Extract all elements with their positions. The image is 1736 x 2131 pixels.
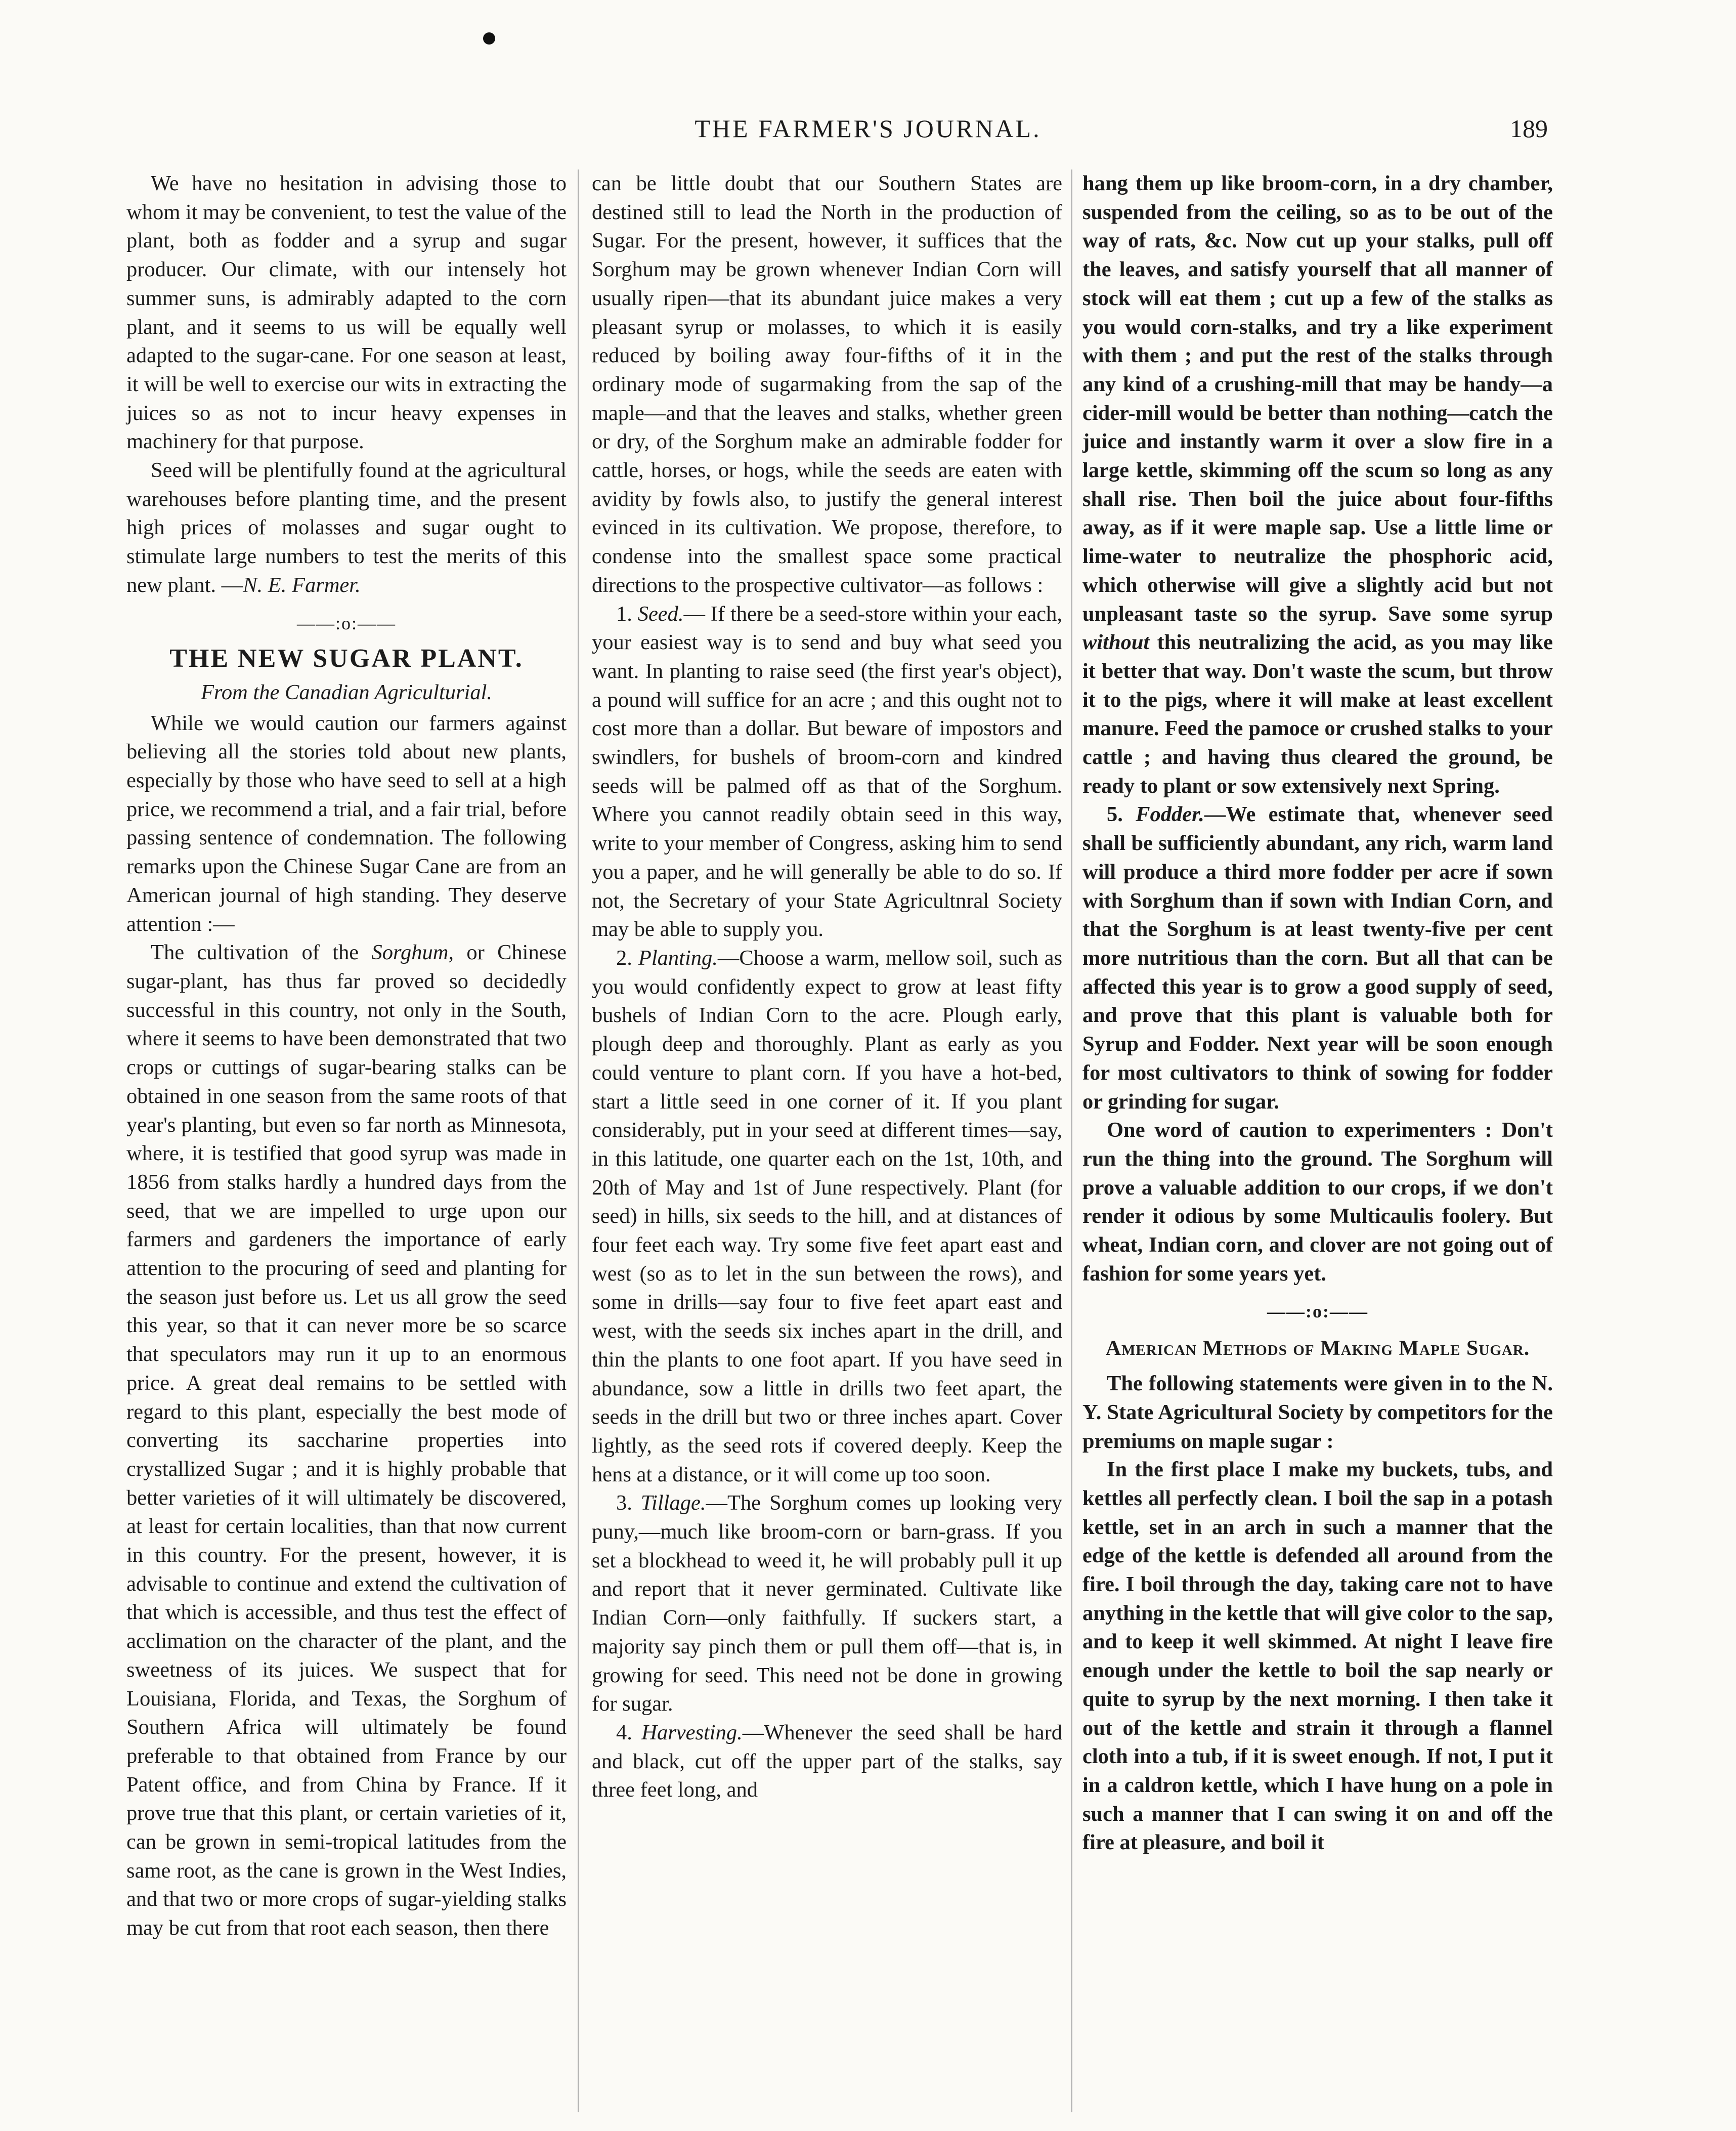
section-number: 1. bbox=[616, 602, 638, 626]
column-rule bbox=[1071, 169, 1072, 2112]
paragraph-text: or Chinese sugar-plant, has thus far proved so decidedly successful in this country, not only in the South, where it seems to have been demonstrated that two crops or cuttings of sugar-bearing stalks can be obtained in one season from the same roots of that year's planting, but even so far north as Minnesota, where, it is testified that good syrup was made in 1856 from stalks hardly a hundred days from the seed, that we are impelled to urge upon our farmers and gardeners the importance of early attention to the procuring of seed and planting for the season just before us. Let us all grow the seed this year, so that it can never more be so scarce that speculators may run it up to an enormous price. A great deal remains to be settled with regard to this plant, especially the best mode of converting its saccharine properties into crystallized Sugar ; and it is highly probable that better varieties of it will ultimately be discovered, at least for certain localities, than that now current in this country. For the present, however, it is advisable to continue and extend the cultivation of that which is accessible, and thus test the effect of acclimation on the character of the plant, and the sweetness of its juices. We suspect that for Louisiana, Florida, and Texas, the Sorghum of Southern Africa will ultimately be found preferable to that obtained from France by our Patent office, and from China by France. If it prove true that this plant, or certain varieties of it, can be grown in semi-tropical latitudes from the same root, as the cane is grown in the West Indies, and that two or more crops of sugar-yielding stalks may be cut from that root each season, then there bbox=[126, 941, 567, 1940]
journal-title: THE FARMER'S JOURNAL. bbox=[695, 114, 1041, 143]
section-separator: ——:o:—— bbox=[296, 613, 396, 633]
section-title: Planting. bbox=[638, 946, 718, 970]
section-title: Tillage. bbox=[640, 1491, 706, 1515]
paragraph bbox=[126, 456, 567, 600]
emphasis: without bbox=[1082, 630, 1150, 655]
section-text: —Choose a warm, mellow soil, such as you would confidently expect to grow at least fifty bushels of Indian Corn to the acre. Plough early, plough deep and thoroughly. Plant as early as you could venture to plant corn. If you have a hot-bed, start a little seed in one corner of it. If you plant considerably, put in your seed at different times—say, in this latitude, one quarter each on the 1st, 10th, and 20th of May and 1st of June respectively. Plant (for seed) in hills, six seeds to the hill, and at distances of four feet each way. Try some five feet apart east and west (so as to let in the sun between the rows), and some in drills—say four to five feet apart east and west, with the seeds six inches apart in the drill, and thin the plants to one foot apart. If you have seed in abundance, sow a little in drills two feet apart, the seeds in the drill but two or three inches apart. Cover lightly, as the seed rots if covered deeply. Keep the hens at a distance, or it will come up too soon. bbox=[592, 946, 1063, 1486]
section-number: 4. bbox=[616, 1720, 642, 1744]
paragraph bbox=[126, 939, 567, 1943]
running-head bbox=[0, 114, 1736, 154]
section-planting bbox=[592, 944, 1062, 1489]
paragraph-text: hang them up like broom-corn, in a dry chamber, suspended from the ceiling, so as to be out of the way of rats, &c. Now cut up your stalks, pull off the leaves, and satisfy yourself that all manner of stock will eat them ; cut up a few of the stalks as you would corn-stalks, and try a like experiment with them ; and put the rest of the stalks through any kind of a crushing-mill that may be handy—a cider-mill would be better than nothing—catch the juice and instantly warm it over a slow fire in a large kettle, skimming off the scum so long as any shall rise. Then boil the juice about four-fifths away, as if it were maple sap. Use a little lime or lime-water to neutralize the phosphoric acid, which otherwise will give a slightly acid but not unpleasant taste so the syrup. Save some syrup bbox=[1082, 172, 1553, 626]
paragraph: In the first place I make my buckets, tubs, and kettles all perfectly clean. I boil the sap in a potash kettle, set in an arch in such a manner that the edge of the kettle is defended all around from the fire. I boil through the day, taking care not to have anything in the kettle that will give color to the sap, and to keep it well skimmed. At night I leave fire enough under the kettle to boil the sap nearly or quite to syrup by the next morning. I then take it out of the kettle and strain it through a flannel cloth into a tub, if it is sweet enough. If not, I put it in a caldron kettle, which I have hung on a pole in such a manner that I can swing it on and off the fire at pleasure, and boil it bbox=[1082, 1458, 1553, 1855]
section-title: Fodder. bbox=[1136, 802, 1204, 827]
emphasis: Sorghum, bbox=[371, 941, 454, 965]
paragraph: One word of caution to experimenters : Don't run the thing into the ground. The Sorghum will prove a valuable addition to our crops, if we don't render it odious by some Multicaulis foolery. But wheat, Indian corn, and clover are not going out of fashion for some years yet. bbox=[1082, 1118, 1553, 1286]
section-number: 2. bbox=[616, 946, 638, 970]
section-text: —Whenever the seed shall be hard and black, cut off the upper part of the stalks, say three feet long, and bbox=[592, 1720, 1063, 1802]
article-source: From the Canadian Agriculturial. bbox=[200, 680, 493, 704]
section-text: —The Sorghum comes up looking very puny,—much like broom-corn or barn-grass. If you set a blockhead to weed it, he will probably pull it up and report that it never germinated. Cultivate like Indian Corn—only faithfully. If suckers start, a majority say pinch them or pull them off—that is, in growing for seed. This need not be done in growing for sugar. bbox=[592, 1491, 1062, 1716]
column-3 bbox=[1082, 169, 1553, 1857]
article-headline: American Methods of Making Maple Sugar. bbox=[1105, 1337, 1530, 1360]
section-separator: ——:o:—— bbox=[1267, 1301, 1368, 1322]
section-tillage bbox=[592, 1489, 1062, 1719]
section-text: — If there be a seed-store within your each, your easiest way is to send and buy what seed you want. In planting to raise seed (the first year's object), a pound will suffice for an acre ; and this ought not to cost more than a dollar. But beware of impostors and swindlers, for bushels of broom-corn and kindred seeds will be palmed off as that of the Sorghum. Where you cannot readily obtain seed in this way, write to your member of Congress, asking him to send you a paper, and he will generally be able to do so. If not, the Secretary of your State Agricultnral Society may be able to supply you. bbox=[592, 602, 1062, 942]
page-number: 189 bbox=[1510, 114, 1548, 143]
paragraph-text: The cultivation of the bbox=[151, 941, 372, 965]
section-seed bbox=[592, 600, 1062, 944]
section-number: 3. bbox=[616, 1491, 641, 1515]
section-fodder bbox=[1082, 800, 1553, 1116]
source-credit: N. E. Farmer. bbox=[243, 573, 361, 597]
section-title: Seed. bbox=[637, 602, 684, 626]
paragraph: can be little doubt that our Southern States are destined still to lead the North in the production of Sugar. For the present, however, it suffices that the Sorghum may be grown whenever Indian Corn will usually ripen—that its abundant juice makes a very pleasant syrup or molasses, to which it is easily reduced by boiling away four-fifths of it in the ordinary mode of sugarmaking from the sap of the maple—and that the leaves and stalks, whether green or dry, of the Sorghum make an admirable fodder for cattle, horses, or hogs, while the seeds are eaten with avidity by fowls also, to justify the general interest evinced in its cultivation. We propose, therefore, to condense into the smallest space some practical directions to the prospective cultivator—as follows : bbox=[592, 172, 1062, 597]
section-text: —We estimate that, whenever seed shall be sufficiently abundant, any rich, warm land will produce a third more fodder per acre if sown with Sorghum than if sown with Indian Corn, and that the Sorghum is at least twenty-five per cent more nutritious than the corn. But all that can be affected this year is to grow a good supply of seed, and prove that this plant is valuable both for Syrup and Fodder. Next year will be soon enough for most cultivators to think of sowing for fodder or grinding for sugar. bbox=[1082, 802, 1553, 1114]
paragraph-text: this neutralizing the acid, as you may like it better that way. Don't waste the scum, but throw it to the pigs, where it will make at least excellent manure. Feed the pamoce or crushed stalks to your cattle ; and having thus cleared the ground, be ready to plant or sow extensively next Spring. bbox=[1082, 630, 1553, 798]
article-headline: THE NEW SUGAR PLANT. bbox=[169, 644, 524, 673]
ink-blot bbox=[483, 32, 495, 45]
section-harvesting bbox=[592, 1719, 1062, 1805]
section-title: Harvesting. bbox=[641, 1720, 743, 1744]
column-2 bbox=[592, 169, 1062, 1805]
paragraph-text: Seed will be plentifully found at the agricultural warehouses before planting time, and the present high prices of molasses and sugar ought to stimulate large numbers to test the merits of this new plant. — bbox=[126, 458, 567, 597]
column-1 bbox=[126, 169, 567, 1943]
paragraph: While we would caution our farmers against believing all the stories told about new plants, especially by those who have seed to sell at a high price, we recommend a trial, and a fair trial, before passing sentence of condemnation. The following remarks upon the Chinese Sugar Cane are from an American journal of high standing. They deserve attention :— bbox=[126, 711, 567, 936]
column-rule bbox=[578, 169, 579, 2112]
paragraph bbox=[1082, 169, 1553, 800]
paragraph: We have no hesitation in advising those to whom it may be convenient, to test the value of the plant, both as fodder and a syrup and sugar producer. Our climate, with our intensely hot summer suns, is admirably adapted to the corn plant, and it seems to us will be equally well adapted to the sugar-cane. For one season at least, it will be well to exercise our wits in extracting the juices so as not to incur heavy expenses in machinery for that purpose. bbox=[126, 172, 567, 454]
section-number: 5. bbox=[1107, 802, 1136, 827]
paragraph: The following statements were given in to the N. Y. State Agricultural Society by competitors for the premiums on maple sugar : bbox=[1082, 1372, 1553, 1453]
